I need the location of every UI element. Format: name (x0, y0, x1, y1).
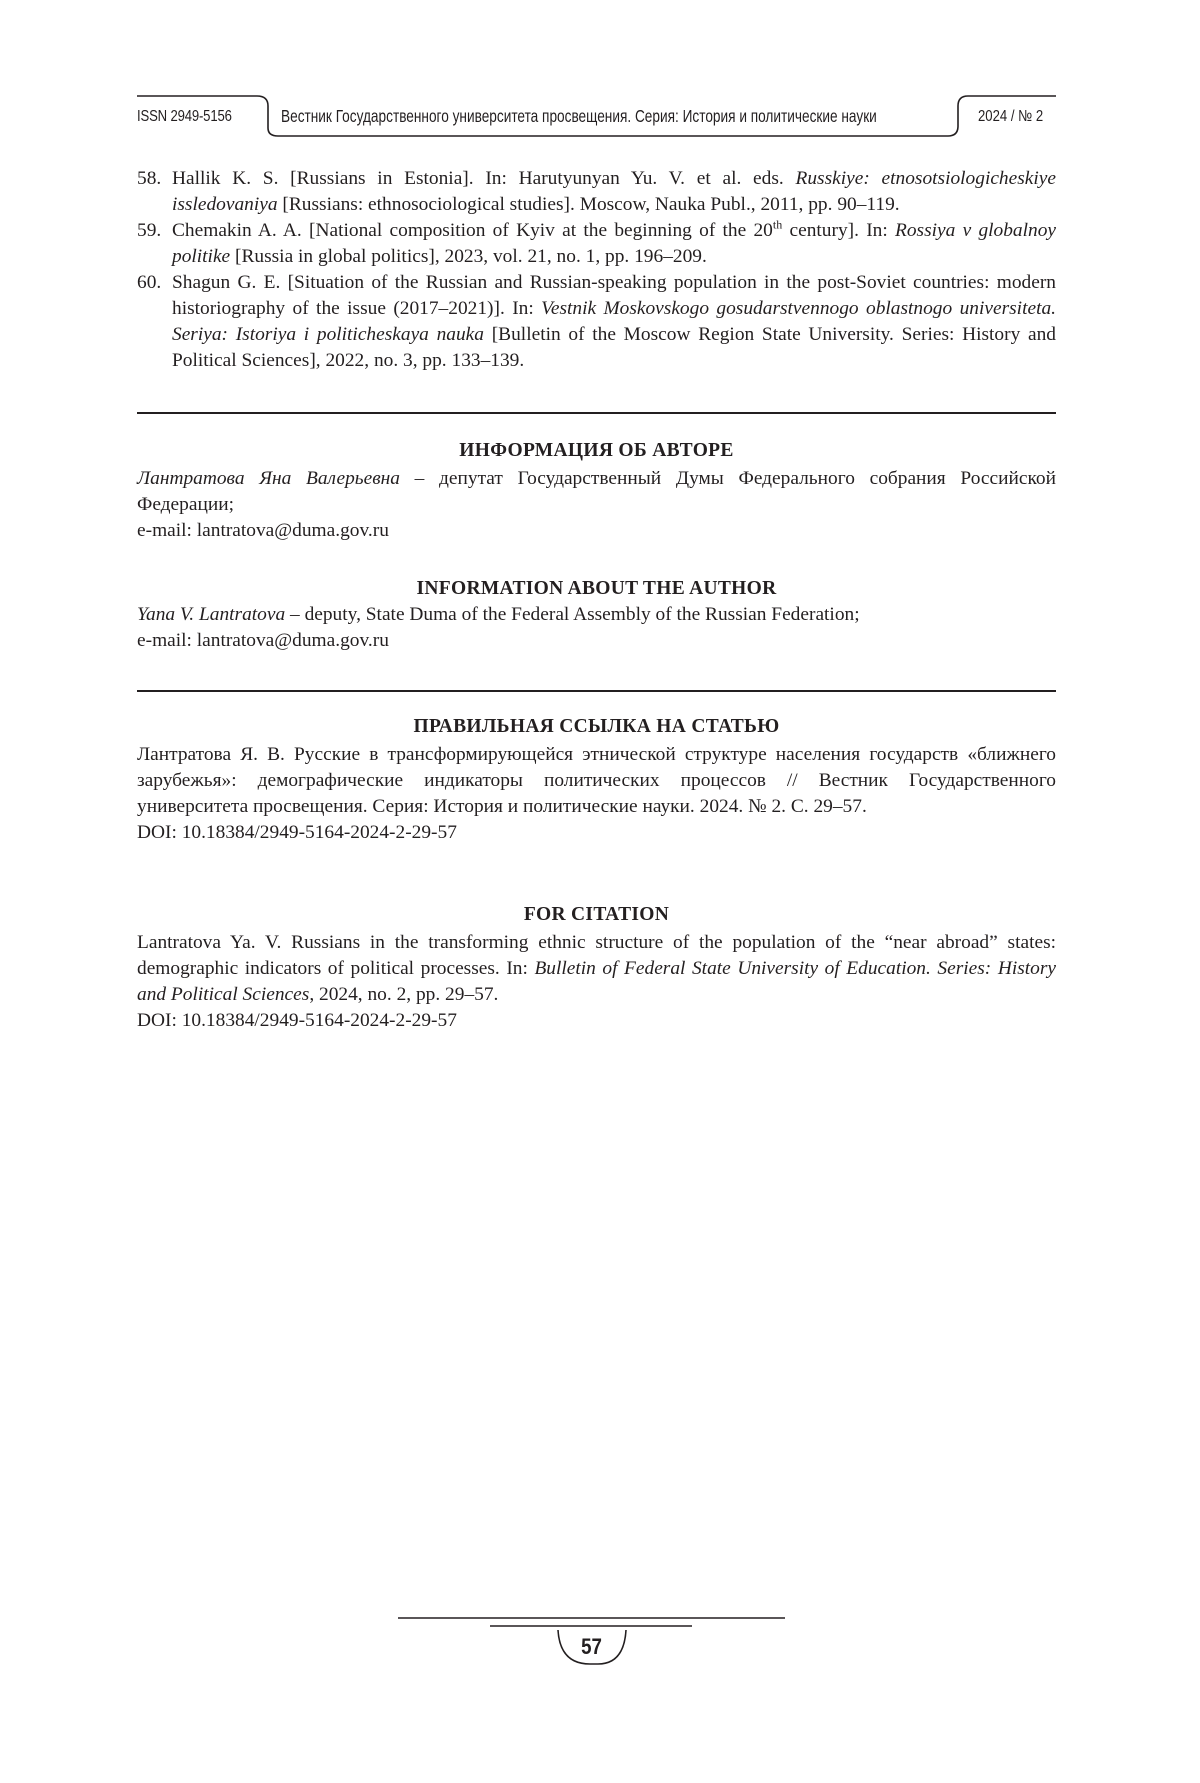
author-desc-en: – deputy, State Duma of the Federal Assembly of the Russian Federation; (285, 604, 860, 625)
reference-source-title: Russkiye: etnosotsiologicheskiye issledovaniya (172, 168, 1056, 215)
citation-en-heading: FOR CITATION (523, 904, 670, 925)
journal-title: Вестник Государственного университета просвещения. Серия: История и политические науки (281, 106, 877, 126)
author-name-ru: Лантратова Яна Валерьевна (137, 468, 400, 489)
reference-number: 58. (137, 168, 162, 189)
author-name-en: Yana V. Lantratova (137, 604, 286, 625)
author-info-en (137, 602, 1056, 654)
page-number: 57 (581, 1634, 602, 1659)
citation-ru-doi: DOI: 10.18384/2949-5164-2024-2-29-57 (137, 822, 457, 843)
reference-text: century]. In: (782, 220, 896, 241)
reference-source-title: Rossiya v globalnoy politike (172, 220, 1057, 267)
issue-number: 2024 / № 2 (978, 108, 1044, 125)
author-email-en: e-mail: lantratova@duma.gov.ru (137, 630, 389, 651)
issn: ISSN 2949-5156 (137, 108, 232, 125)
reference-list (137, 166, 1056, 374)
author-desc-ru: – депутат Государственный Думы Федерального собрания Российской Федерации; (137, 468, 1056, 515)
author-info-ru (137, 466, 1056, 544)
reference-text: [Russia in global politics], 2023, vol. 21, no. 1, pp. 196–209. (230, 246, 707, 267)
reference-text: Shagun G. E. [Situation of the Russian and Russian-speaking population in the post-Soviet countries: modern historiography of the issue (2017–2021)]. In: (172, 272, 1056, 319)
reference-number: 59. (137, 220, 162, 241)
reference-text: th (772, 217, 783, 232)
citation-en-text: Lantratova Ya. V. Russians in the transforming ethnic structure of the population of the “near abroad” states: demographic indicators of political processes. In: (137, 932, 1056, 979)
reference-text: Chemakin A. A. [National composition of Kyiv at the beginning of the 20 (172, 220, 773, 241)
reference-item (137, 218, 1056, 270)
citation-en-journal: Bulletin of Federal State University of Education. Series: History and Political Sciences (137, 958, 1056, 1005)
divider (137, 412, 1056, 414)
reference-text: Hallik K. S. [Russians in Estonia]. In: Harutyunyan Yu. V. et al. eds. (172, 168, 796, 189)
reference-item (137, 166, 1056, 218)
citation-en (137, 930, 1056, 1034)
divider (137, 690, 1056, 692)
reference-text: [Russians: ethnosociological studies]. Moscow, Nauka Publ., 2011, pp. 90–119. (277, 194, 900, 215)
reference-item (137, 270, 1056, 374)
reference-number: 60. (137, 272, 162, 293)
citation-ru-heading: ПРАВИЛЬНАЯ ССЫЛКА НА СТАТЬЮ (413, 716, 780, 737)
author-info-ru-heading: ИНФОРМАЦИЯ ОБ АВТОРЕ (459, 440, 734, 461)
citation-en-pages: , 2024, no. 2, pp. 29–57. (309, 984, 499, 1005)
citation-ru (137, 742, 1056, 846)
citation-ru-text: Лантратова Я. В. Русские в трансформирующейся этнической структуре населения государств «ближнего зарубежья»: демографические индикаторы политических процессов // Вестник Государственного университета просвещения. Серия: История и политические науки. 2024. № 2. С. 29–57. (137, 744, 1056, 817)
author-email-ru: e-mail: lantratova@duma.gov.ru (137, 520, 389, 541)
reference-text: [Bulletin of the Moscow Region State University. Series: History and Political Sciences], 2022, no. 3, pp. 133–139. (172, 324, 1056, 371)
author-info-en-heading: INFORMATION ABOUT THE AUTHOR (416, 578, 777, 599)
citation-en-doi: DOI: 10.18384/2949-5164-2024-2-29-57 (137, 1010, 457, 1031)
reference-source-title: Vestnik Moskovskogo gosudarstvennogo oblastnogo universiteta. Seriya: Istoriya i politicheskaya nauka (172, 298, 1056, 345)
